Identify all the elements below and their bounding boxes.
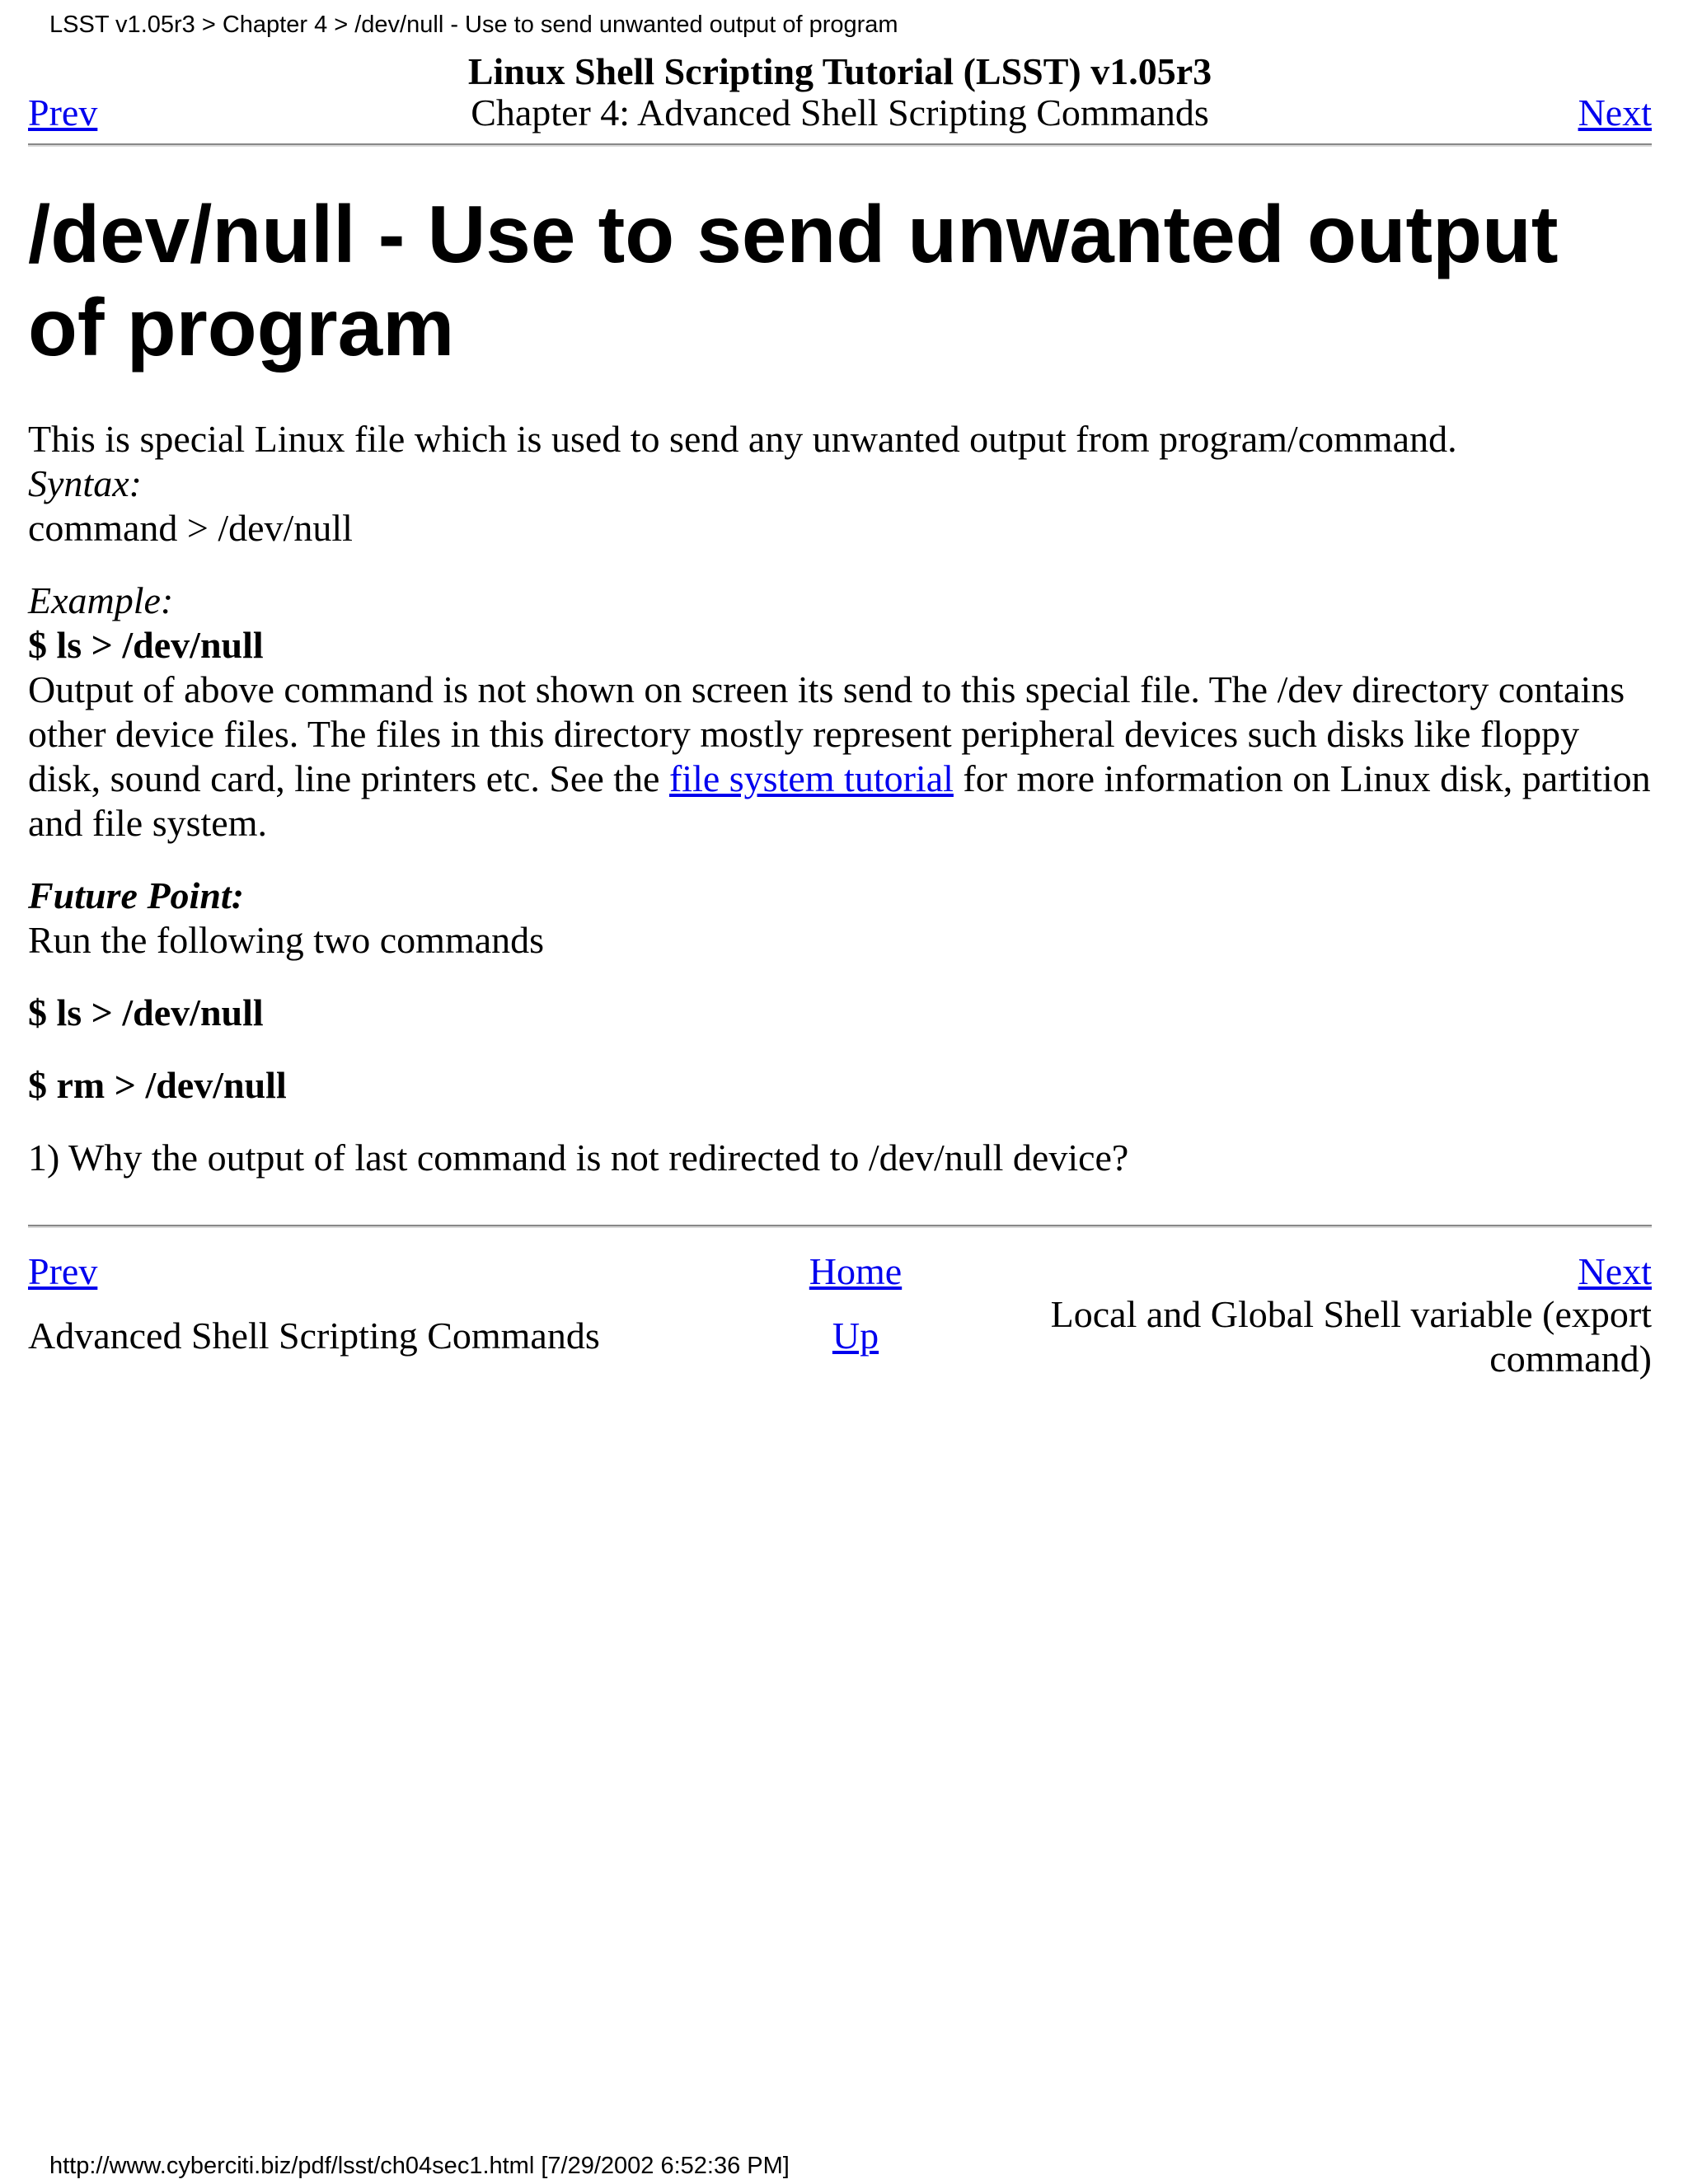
up-link[interactable]: Up — [832, 1315, 879, 1357]
book-title: Linux Shell Scripting Tutorial (LSST) v1.05r3 — [467, 50, 1212, 92]
command-one: $ ls > /dev/null — [28, 991, 264, 1033]
bottom-next-link[interactable]: Next — [1578, 1250, 1652, 1292]
bottom-prev-link[interactable]: Prev — [28, 1250, 98, 1292]
chapter-title: Chapter 4: Advanced Shell Scripting Commands — [471, 91, 1209, 134]
output-paragraph — [28, 668, 1651, 844]
home-link[interactable]: Home — [809, 1250, 903, 1292]
page-title: /dev/null - Use to send unwanted output of program — [28, 189, 1559, 373]
nav-heading — [28, 51, 1652, 134]
print-header: LSST v1.05r3 > Chapter 4 > /dev/null - Use to send unwanted output of program — [49, 12, 898, 38]
intro-text: This is special Linux file which is used to send any unwanted output from program/command. — [28, 418, 1457, 460]
example-label: Example: — [28, 579, 174, 621]
example-paragraph — [28, 579, 1652, 846]
article-body — [28, 417, 1652, 1180]
output-text-start: Output of above command is not shown on screen its send to this special file. The /dev directory contains other device files. The files in this directory mostly represent peripheral devices such disks like floppy disk, sound card, line printers etc. See the — [28, 668, 1625, 799]
prev-link[interactable]: Prev — [28, 91, 98, 134]
top-divider — [28, 143, 1652, 147]
syntax-label: Syntax: — [28, 462, 142, 504]
syntax-text: command > /dev/null — [28, 507, 353, 549]
page-content — [28, 50, 1652, 1380]
future-point-label: Future Point: — [28, 874, 245, 916]
future-point-paragraph — [28, 874, 1652, 963]
next-link[interactable]: Next — [1578, 91, 1652, 134]
future-point-intro: Run the following two commands — [28, 919, 545, 961]
example-command: $ ls > /dev/null — [28, 624, 264, 666]
top-navigation — [28, 51, 1652, 143]
bottom-navigation — [28, 1228, 1652, 1380]
question-text: 1) Why the output of last command is not redirected to /dev/null device? — [28, 1137, 1129, 1179]
output-text-end: for more information on Linux disk, partition and file system. — [28, 757, 1651, 844]
intro-paragraph — [28, 417, 1652, 551]
command-two: $ rm > /dev/null — [28, 1064, 287, 1106]
print-footer: http://www.cyberciti.biz/pdf/lsst/ch04sec1.html [7/29/2002 6:52:36 PM] — [49, 2153, 790, 2179]
file-system-tutorial-link[interactable]: file system tutorial — [668, 757, 954, 799]
next-page-title: Local and Global Shell variable (export command) — [1050, 1293, 1652, 1380]
prev-page-title: Advanced Shell Scripting Commands — [28, 1315, 600, 1357]
